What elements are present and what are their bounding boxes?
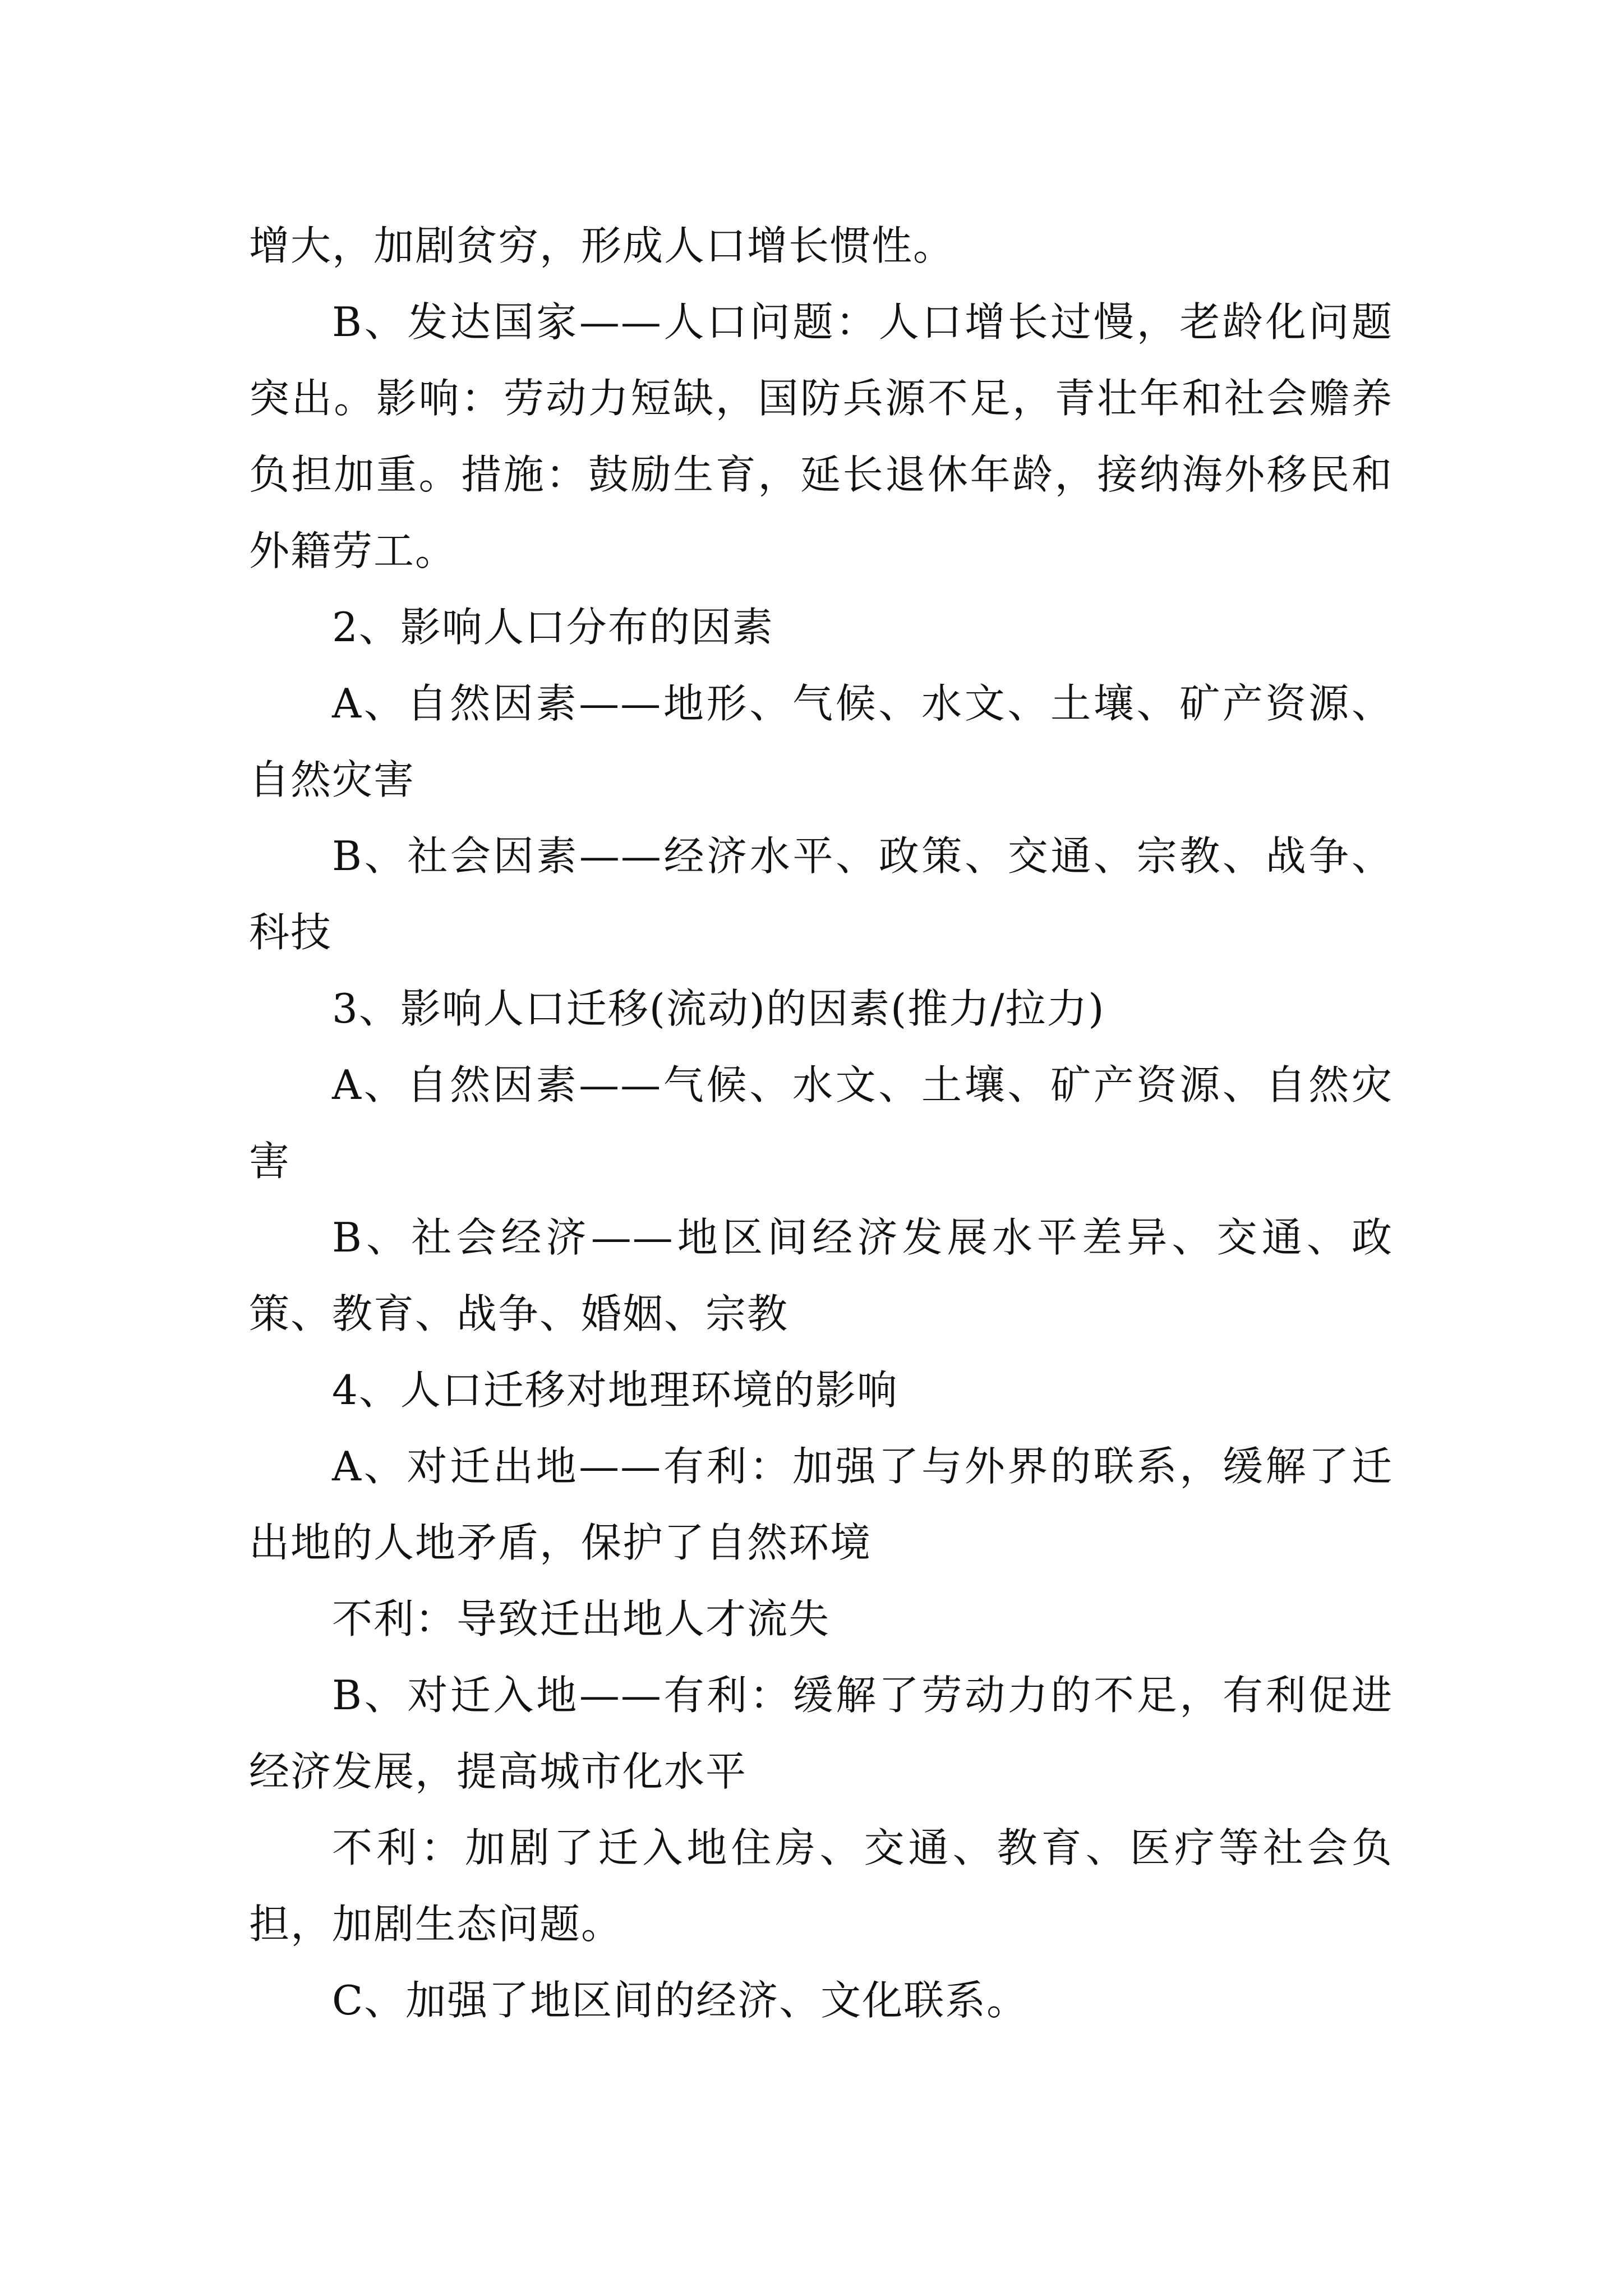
paragraph-continuation: 增大，加剧贫穷，形成人口增长惯性。 [249, 222, 955, 269]
paragraph-destination-drawbacks: 不利：加剧了迁入地住房、交通、教育、医疗等社会负担，加剧生态问题。 [249, 1824, 1393, 1948]
paragraph-distribution-social-factors: B、社会因素——经济水平、政策、交通、宗教、战争、科技 [249, 832, 1393, 956]
paragraph-destination-benefits: B、对迁入地——有利：缓解了劳动力的不足，有利促进经济发展，提高城市化水平 [249, 1672, 1393, 1795]
heading-migration-impact: 4、人口迁移对地理环境的影响 [332, 1366, 898, 1414]
paragraph-regional-links: C、加强了地区间的经济、文化联系。 [332, 1977, 1029, 2024]
paragraph-distribution-natural-factors: A、自然因素——地形、气候、水文、土壤、矿产资源、自然灾害 [249, 680, 1393, 803]
paragraph-origin-benefits: A、对迁出地——有利：加强了与外界的联系，缓解了迁出地的人地矛盾，保护了自然环境 [249, 1443, 1393, 1566]
paragraph-migration-socioeconomic-factors: B、社会经济——地区间经济发展水平差异、交通、政策、教育、战争、婚姻、宗教 [249, 1214, 1393, 1337]
document-body [249, 208, 1393, 2039]
heading-population-distribution-factors: 2、影响人口分布的因素 [332, 604, 774, 651]
paragraph-origin-drawbacks: 不利：导致迁出地人才流失 [332, 1595, 831, 1642]
paragraph-migration-natural-factors: A、自然因素——气候、水文、土壤、矿产资源、自然灾害 [249, 1061, 1393, 1185]
heading-migration-factors: 3、影响人口迁移(流动)的因素(推力/拉力) [332, 985, 1105, 1032]
paragraph-developed-countries: B、发达国家——人口问题：人口增长过慢，老龄化问题突出。影响：劳动力短缺，国防兵源不足，青壮年和社会赡养负担加重。措施：鼓励生育，延长退休年龄，接纳海外移民和外籍劳工。 [249, 298, 1393, 574]
